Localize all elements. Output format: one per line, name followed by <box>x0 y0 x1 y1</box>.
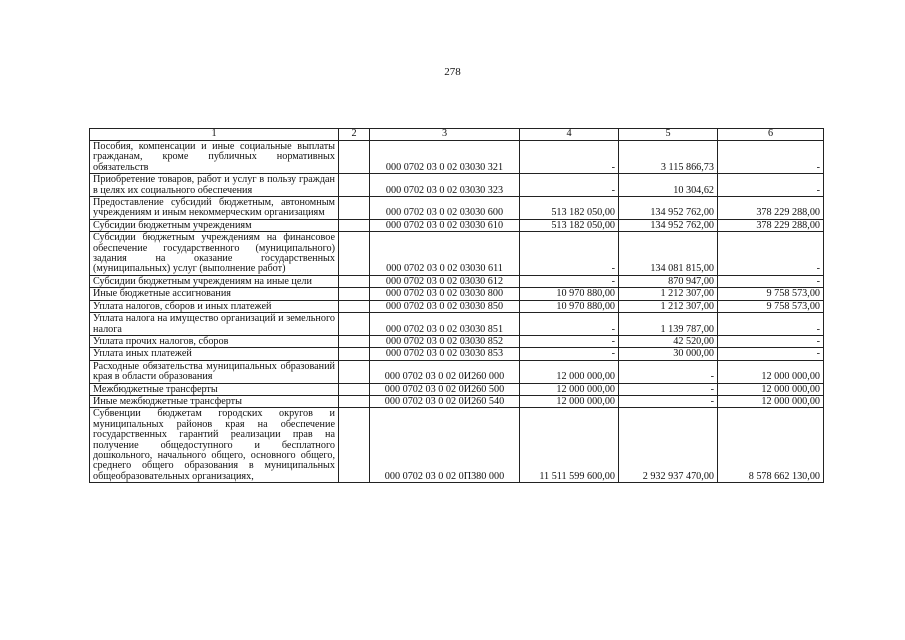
row-value-col6: 12 000 000,00 <box>718 395 824 407</box>
row-value-col6: - <box>718 141 824 174</box>
row-value-col5: 10 304,62 <box>619 174 718 197</box>
row-name-cell: Субсидии бюджетным учреждениям на иные цели <box>90 275 339 287</box>
row-name-cell: Субвенции бюджетам городских округов и муниципальных районов края на обеспечение государственных гарантий реализации прав на получение общедоступного и бесплатного дошкольного, начального общего, основного общего, среднего общего образования в муниципальных общеобразовательных организациях, <box>90 408 339 483</box>
row-value-col5: 2 932 937 470,00 <box>619 408 718 483</box>
row-value-col5: 1 212 307,00 <box>619 288 718 300</box>
row-value-col4: - <box>520 275 619 287</box>
row-value-col5: 134 952 762,00 <box>619 219 718 231</box>
row-value-col4: - <box>520 313 619 336</box>
row-value-col6: 378 229 288,00 <box>718 197 824 220</box>
header-col-4: 4 <box>520 129 619 141</box>
row-col2-cell <box>339 360 370 383</box>
row-name-cell: Предоставление субсидий бюджетным, автономным учреждениям и иным некоммерческим организациям <box>90 197 339 220</box>
row-name-cell: Приобретение товаров, работ и услуг в пользу граждан в целях их социального обеспечения <box>90 174 339 197</box>
row-value-col4: 12 000 000,00 <box>520 360 619 383</box>
row-col2-cell <box>339 232 370 276</box>
row-name-cell: Субсидии бюджетным учреждениям <box>90 219 339 231</box>
row-value-col4: 10 970 880,00 <box>520 288 619 300</box>
row-code-cell: 000 0702 03 0 02 03030 852 <box>370 335 520 347</box>
row-col2-cell <box>339 408 370 483</box>
row-value-col6: 9 758 573,00 <box>718 288 824 300</box>
row-value-col5: - <box>619 395 718 407</box>
table-header-row <box>90 129 824 141</box>
table-row <box>90 219 824 231</box>
row-col2-cell <box>339 174 370 197</box>
row-col2-cell <box>339 395 370 407</box>
header-col-3: 3 <box>370 129 520 141</box>
row-col2-cell <box>339 219 370 231</box>
row-code-cell: 000 0702 03 0 02 03030 600 <box>370 197 520 220</box>
row-name-cell: Иные бюджетные ассигнования <box>90 288 339 300</box>
row-code-cell: 000 0702 03 0 02 03030 612 <box>370 275 520 287</box>
table-row <box>90 395 824 407</box>
header-col-1: 1 <box>90 129 339 141</box>
row-value-col5: - <box>619 383 718 395</box>
row-code-cell: 000 0702 03 0 02 03030 851 <box>370 313 520 336</box>
row-value-col6: 9 758 573,00 <box>718 300 824 312</box>
row-value-col5: 134 952 762,00 <box>619 197 718 220</box>
row-value-col4: - <box>520 141 619 174</box>
row-value-col6: 8 578 662 130,00 <box>718 408 824 483</box>
row-value-col5: 1 139 787,00 <box>619 313 718 336</box>
table-row <box>90 141 824 174</box>
row-value-col5: 134 081 815,00 <box>619 232 718 276</box>
row-col2-cell <box>339 300 370 312</box>
row-value-col6: - <box>718 313 824 336</box>
table-body <box>90 141 824 483</box>
row-code-cell: 000 0702 03 0 02 0И260 540 <box>370 395 520 407</box>
row-code-cell: 000 0702 03 0 02 03030 853 <box>370 348 520 360</box>
row-code-cell: 000 0702 03 0 02 0И260 500 <box>370 383 520 395</box>
row-col2-cell <box>339 275 370 287</box>
row-col2-cell <box>339 197 370 220</box>
table-row <box>90 383 824 395</box>
header-col-2: 2 <box>339 129 370 141</box>
row-name-cell: Уплата прочих налогов, сборов <box>90 335 339 347</box>
row-name-cell: Уплата налогов, сборов и иных платежей <box>90 300 339 312</box>
row-code-cell: 000 0702 03 0 02 03030 610 <box>370 219 520 231</box>
table-row <box>90 232 824 276</box>
row-value-col4: 513 182 050,00 <box>520 197 619 220</box>
row-value-col5: 3 115 866,73 <box>619 141 718 174</box>
row-code-cell: 000 0702 03 0 02 03030 323 <box>370 174 520 197</box>
row-code-cell: 000 0702 03 0 02 0П380 000 <box>370 408 520 483</box>
row-value-col6: - <box>718 174 824 197</box>
page-number: 278 <box>444 66 461 78</box>
row-col2-cell <box>339 313 370 336</box>
row-value-col5: 30 000,00 <box>619 348 718 360</box>
row-value-col4: 12 000 000,00 <box>520 395 619 407</box>
row-value-col6: 12 000 000,00 <box>718 383 824 395</box>
row-value-col4: 11 511 599 600,00 <box>520 408 619 483</box>
row-value-col5: 1 212 307,00 <box>619 300 718 312</box>
row-value-col5: 42 520,00 <box>619 335 718 347</box>
table-row <box>90 335 824 347</box>
row-value-col4: 513 182 050,00 <box>520 219 619 231</box>
row-value-col4: - <box>520 348 619 360</box>
row-value-col5: 870 947,00 <box>619 275 718 287</box>
row-name-cell: Субсидии бюджетным учреждениям на финансовое обеспечение государственного (муниципального) задания на оказание государственных (муниципальных) услуг (выполнение работ) <box>90 232 339 276</box>
row-col2-cell <box>339 288 370 300</box>
header-col-5: 5 <box>619 129 718 141</box>
row-name-cell: Уплата налога на имущество организаций и земельного налога <box>90 313 339 336</box>
row-name-cell: Расходные обязательства муниципальных образований края в области образования <box>90 360 339 383</box>
row-value-col5: - <box>619 360 718 383</box>
row-name-cell: Пособия, компенсации и иные социальные выплаты гражданам, кроме публичных нормативных обязательств <box>90 141 339 174</box>
row-value-col6: - <box>718 335 824 347</box>
table-row <box>90 348 824 360</box>
row-col2-cell <box>339 383 370 395</box>
row-value-col6: - <box>718 348 824 360</box>
row-code-cell: 000 0702 03 0 02 0И260 000 <box>370 360 520 383</box>
row-code-cell: 000 0702 03 0 02 03030 321 <box>370 141 520 174</box>
row-value-col4: - <box>520 174 619 197</box>
row-col2-cell <box>339 335 370 347</box>
row-value-col6: - <box>718 232 824 276</box>
row-name-cell: Уплата иных платежей <box>90 348 339 360</box>
table-row <box>90 300 824 312</box>
table-row <box>90 197 824 220</box>
table-row <box>90 360 824 383</box>
row-code-cell: 000 0702 03 0 02 03030 800 <box>370 288 520 300</box>
table-row <box>90 313 824 336</box>
row-code-cell: 000 0702 03 0 02 03030 611 <box>370 232 520 276</box>
row-name-cell: Межбюджетные трансферты <box>90 383 339 395</box>
row-name-cell: Иные межбюджетные трансферты <box>90 395 339 407</box>
table-row <box>90 408 824 483</box>
row-value-col6: - <box>718 275 824 287</box>
row-value-col6: 12 000 000,00 <box>718 360 824 383</box>
row-value-col6: 378 229 288,00 <box>718 219 824 231</box>
row-code-cell: 000 0702 03 0 02 03030 850 <box>370 300 520 312</box>
row-value-col4: - <box>520 335 619 347</box>
budget-table <box>89 128 824 483</box>
row-value-col4: - <box>520 232 619 276</box>
table-row <box>90 288 824 300</box>
row-col2-cell <box>339 348 370 360</box>
table-row <box>90 174 824 197</box>
row-col2-cell <box>339 141 370 174</box>
table-row <box>90 275 824 287</box>
header-col-6: 6 <box>718 129 824 141</box>
row-value-col4: 10 970 880,00 <box>520 300 619 312</box>
row-value-col4: 12 000 000,00 <box>520 383 619 395</box>
